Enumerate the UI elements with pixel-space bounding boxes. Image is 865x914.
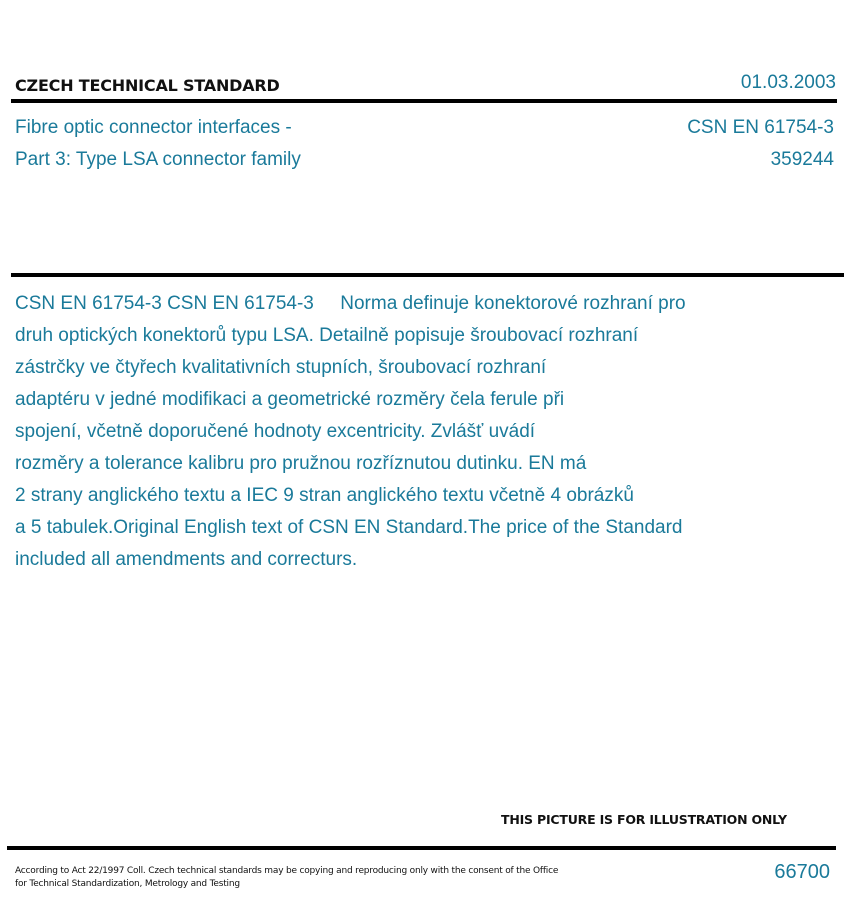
title-divider (11, 273, 844, 277)
footer-divider (7, 846, 836, 850)
description-line: adaptéru v jedné modifikaci a geometrické rozměry čela ferule při (15, 389, 565, 410)
description-line: 2 strany anglického textu a IEC 9 stran anglického textu včetně 4 obrázků (15, 485, 634, 506)
footer-code: 66700 (774, 861, 830, 883)
description-line: included all amendments and correcturs. (15, 549, 358, 570)
description-line: druh optických konektorů typu LSA. Detailně popisuje šroubovací rozhraní (15, 325, 639, 346)
legal-notice (15, 865, 558, 891)
description-line: rozměry a tolerance kalibru pro pružnou rozříznutou dutinku. EN má (15, 453, 587, 474)
publication-date: 01.03.2003 (740, 72, 836, 93)
legal-notice-line-1: According to Act 22/1997 Coll. Czech technical standards may be copying and reproducing only with the consent of the Office (15, 866, 559, 876)
description-line: zástrčky ve čtyřech kvalitativních stupních, šroubovací rozhraní (15, 357, 547, 378)
legal-notice-line-2: for Technical Standardization, Metrology and Testing (15, 879, 240, 889)
standard-code: CSN EN 61754-3 (687, 117, 834, 138)
document-type-label: CZECH TECHNICAL STANDARD (15, 76, 280, 95)
catalog-number: 359244 (770, 149, 834, 170)
description-line: a 5 tabulek.Original English text of CSN EN Standard.The price of the Standard (15, 517, 683, 538)
illustration-notice: THIS PICTURE IS FOR ILLUSTRATION ONLY (501, 812, 787, 827)
description-line: CSN EN 61754-3 CSN EN 61754-3 Norma definuje konektorové rozhraní pro (15, 293, 686, 314)
description-line: spojení, včetně doporučené hodnoty excentricity. Zvlášť uvádí (15, 421, 536, 442)
header-divider (11, 99, 837, 103)
standard-title-line-1: Fibre optic connector interfaces - (15, 117, 292, 138)
standard-title-line-2: Part 3: Type LSA connector family (15, 149, 301, 170)
standard-description (15, 288, 845, 576)
